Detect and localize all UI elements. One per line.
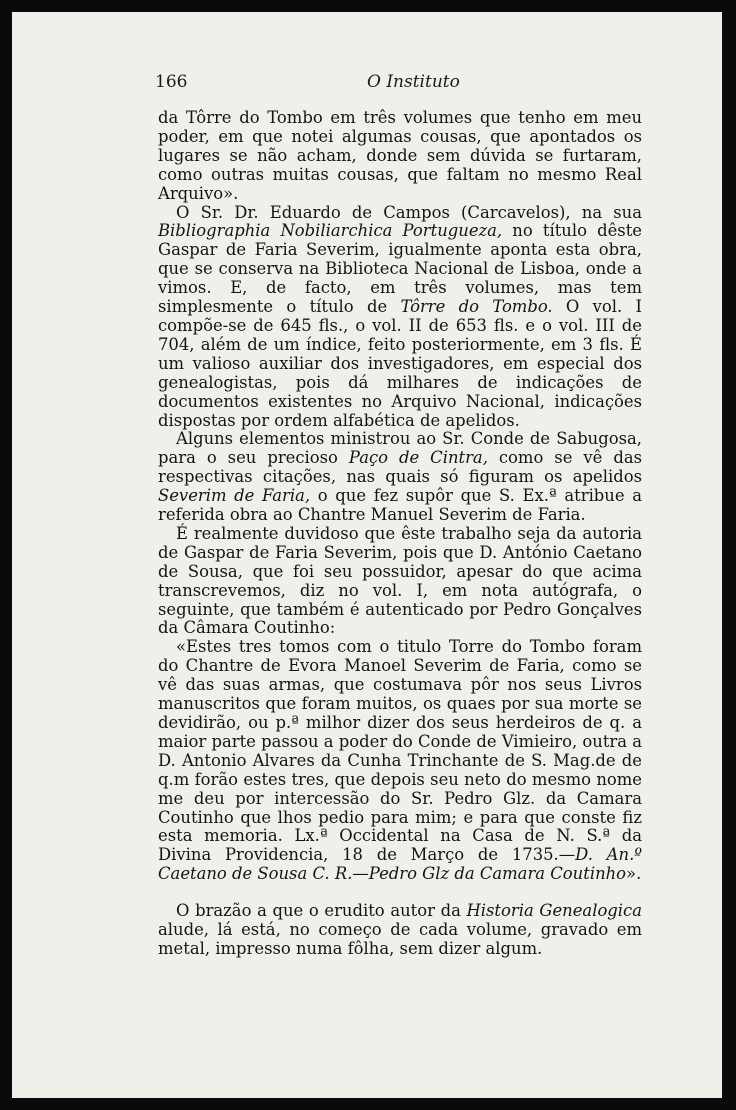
text-run: O brazão a que o erudito autor da — [176, 901, 467, 921]
page-number: 166 — [155, 72, 188, 92]
paragraph-gap — [158, 884, 642, 902]
text-run: É realmente duvidoso que êste trabalho seja da autoria de Gaspar de Faria Severim, pois que D. António Caetano de Sousa, que foi seu possuidor, apesar do que acima transcrevemos, diz no vol. I, em nota autógrafa, o seguinte, que também é autenticado por Pedro Gonçalves da Câmara Coutinho: — [158, 523, 642, 638]
italic-run: Historia Genealogica — [466, 901, 642, 921]
paragraph — [158, 525, 642, 638]
running-title: O Instituto — [367, 72, 460, 92]
text-run: alude, lá está, no começo de cada volume, gravado em metal, impresso numa fôlha, sem dizer algum. — [158, 920, 642, 958]
body-text — [158, 109, 642, 959]
italic-run: D. An.º Caetano de Sousa C. R.—Pedro Glz da Camara Coutinho — [158, 845, 642, 884]
paragraph — [158, 430, 642, 525]
scanned-page — [12, 12, 722, 1098]
text-run: da Tôrre do Tombo em três volumes que tenho em meu poder, em que notei algumas cousas, que apontados os lugares se não acham, donde sem dúvida se furtaram, como outras muitas cousas, que faltam no mesmo Real Arquivo». — [158, 108, 642, 203]
text-run: o que fez supôr que S. Ex.ª atribue a referida obra ao Chantre Manuel Severim de Faria. — [158, 486, 642, 525]
italic-run: Bibliographia Nobiliarchica Portugueza, — [158, 221, 503, 241]
text-run: ». — [626, 864, 642, 884]
text-run: O Sr. Dr. Eduardo de Campos (Carcavelos), na sua — [176, 202, 642, 222]
italic-run: Tôrre do Tombo. — [400, 297, 553, 317]
text-run: no título dêste Gaspar de Faria Severim, igualmente aponta esta obra, que se conserva na Biblioteca Nacional de Lisboa, onde a vimos. E, de facto, em três volumes, mas tem simplesmente o título de — [158, 221, 642, 317]
text-run: Alguns elementos ministrou ao Sr. Conde de Sabugosa, para o seu precioso — [158, 429, 642, 468]
text-run: O vol. I compõe-se de 645 fls., o vol. II de 653 fls. e o vol. III de 704, além de um índice, feito posteriormente, em 3 fls. É um valioso auxiliar dos investigadores, em especial dos genealogistas, pois dá milhares de indicações de documentos existentes no Arquivo Nacional, indicações dispostas por ordem alfabética de apelidos. — [158, 297, 643, 430]
page-header — [155, 72, 645, 98]
italic-run: Severim de Faria, — [158, 486, 311, 506]
paragraph — [158, 902, 642, 959]
paragraph — [158, 109, 642, 204]
text-run: como se vê das respectivas citações, nas quais só figuram os apelidos — [158, 448, 643, 487]
paragraph — [158, 204, 642, 431]
text-run: «Estes tres tomos com o titulo Torre do Tombo foram do Chantre de Evora Manoel Severim de Faria, como se vê das suas armas, que costumava pôr nos seus Livros manuscritos que foram muitos, os quaes por sua morte se devidirão, ou p.ª milhor dizer dos seus herdeiros de q. a maior parte passou a poder do Conde de Vimieiro, outra a D. Antonio Alvares da Cunha Trinchante de S. Mag.de de q.m forão estes tres, que depois seu neto do mesmo nome me deu por intercessão do Sr. Pedro Glz. da Camara Coutinho que lhos pedio para mim; e para que conste fiz esta memoria. Lx.ª Occidental na Casa de N. S.ª da Divina Providencia, 18 de Março de 1735.— — [158, 637, 642, 865]
italic-run: Paço de Cintra, — [348, 448, 488, 468]
paragraph — [158, 638, 642, 884]
